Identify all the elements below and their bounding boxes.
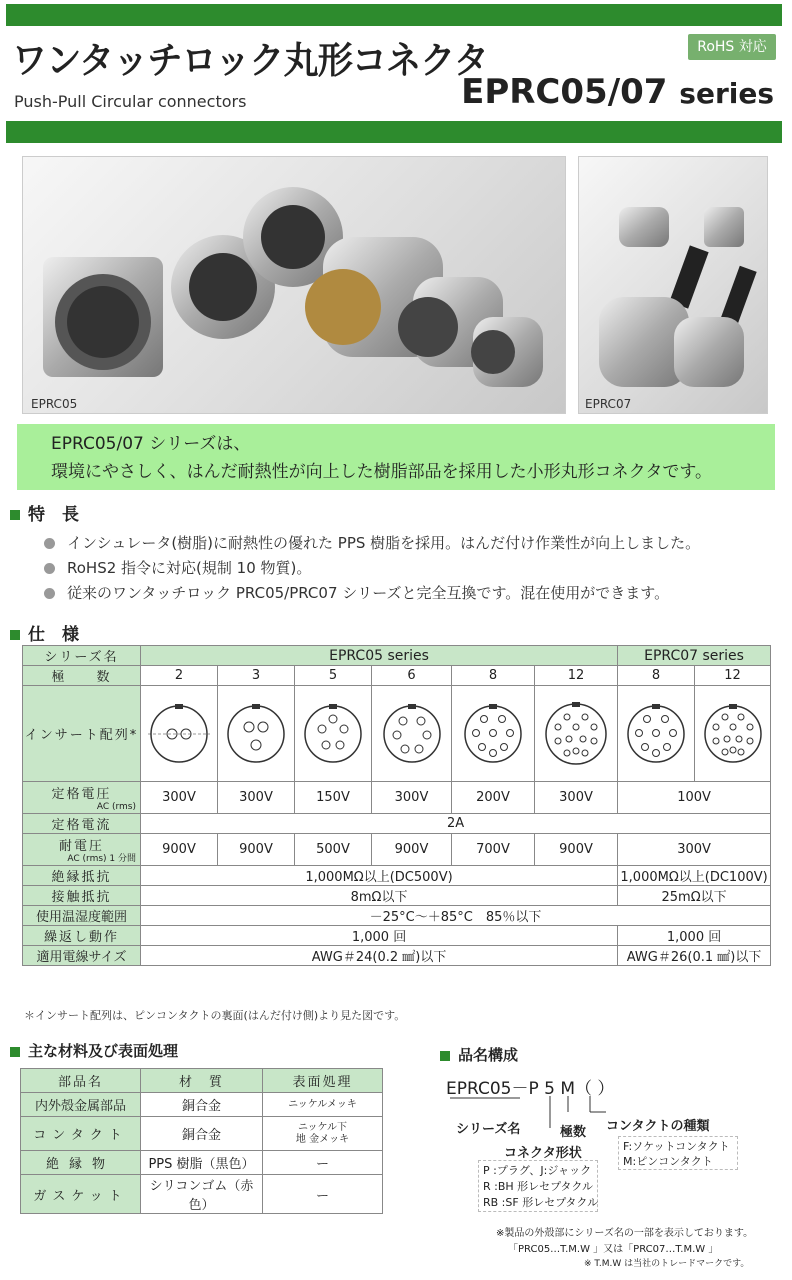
insert-diagram-8 [452,686,535,782]
voltage-value: 300V [535,782,618,814]
note-2: 「PRC05…T.M.W 」又は「PRC07…T.M.W 」 [508,1244,719,1255]
table-row [21,1117,383,1151]
table-row [23,886,771,906]
row-sublabel: AC (rms) 1 分間 [67,854,136,864]
pole-count: 8 [618,666,695,686]
pole-count: 2 [141,666,218,686]
shape-label: コネクタ形状 [504,1146,582,1161]
row-label: 定格電流 [23,814,141,834]
material: シリコンゴム（赤色） [141,1175,263,1214]
withstand-value: 900V [141,834,218,866]
header-bottom-bar [6,121,782,143]
materials-heading [10,1040,178,1061]
cycles-value: 1,000 回 [141,926,618,946]
spec-footnote: ＊インサート配列は、ピンコンタクトの裏面(はんだ付け側)より見た図です。 [24,1009,406,1022]
feature-item [44,532,700,553]
column-header: 表面処理 [263,1069,383,1093]
rohs-badge: RoHS 対応 [688,34,776,60]
row-label: 繰返し動作 [23,926,141,946]
contact-value: 8mΩ以下 [141,886,618,906]
finish: ニッケル下地 金メッキ [263,1117,383,1151]
table-row [23,814,771,834]
part-name: コンタクト [21,1117,141,1151]
row-label-text: 定格電圧 [51,787,112,802]
table-row [23,782,771,814]
bullet-icon [44,563,55,574]
part-name: 絶縁物 [21,1151,141,1175]
feature-item [44,557,311,578]
pole-count: 12 [695,666,771,686]
row-label [23,834,141,866]
withstand-value-07: 300V [618,834,771,866]
bullet-icon [44,588,55,599]
insert-diagram-5 [295,686,372,782]
withstand-value: 900V [372,834,452,866]
partnum-heading [440,1044,518,1065]
table-row [23,926,771,946]
table-row [23,906,771,926]
table-row [23,666,771,686]
material: 銅合金 [141,1093,263,1117]
shape-option: R :BH 形レセプタクル [483,1180,594,1193]
contact-options-box [618,1136,738,1170]
column-header: 材 質 [141,1069,263,1093]
voltage-value: 200V [452,782,535,814]
materials-table [20,1068,383,1214]
wire-value-07: AWG＃26(0.1 ㎟)以下 [618,946,771,966]
series-name [461,72,774,112]
row-label: シリーズ名 [23,646,141,666]
caption-eprc07: EPRC07 [585,397,632,411]
row-label: 適用電線サイズ [23,946,141,966]
features-heading-text: 特 長 [28,505,79,525]
row-label [23,782,141,814]
note-1: ※製品の外殻部にシリーズ名の一部を表示しております。 [496,1228,754,1239]
withstand-value: 900V [535,834,618,866]
table-row [23,646,771,666]
feature-text: RoHS2 指令に対応(規制 10 物質)。 [67,559,312,577]
table-row [23,686,771,782]
finish: ニッケルメッキ [263,1093,383,1117]
voltage-value: 300V [372,782,452,814]
series-label: シリーズ名 [456,1122,521,1137]
table-row [21,1093,383,1117]
series-main: EPRC05/07 [461,72,668,112]
voltage-value: 300V [218,782,295,814]
pole-count: 5 [295,666,372,686]
photo-eprc07 [578,156,768,414]
insulation-value: 1,000MΩ以上(DC500V) [141,866,618,886]
feature-text: インシュレータ(樹脂)に耐熱性の優れた PPS 樹脂を採用。はんだ付け作業性が向上しました。 [67,534,701,552]
voltage-value-07: 100V [618,782,771,814]
contact-option: M:ピンコンタクト [623,1155,713,1168]
insert-diagram-6 [372,686,452,782]
intro-line1: EPRC05/07 シリーズは、 [51,434,251,454]
withstand-value: 900V [218,834,295,866]
finish: ー [263,1151,383,1175]
material: PPS 樹脂（黒色） [141,1151,263,1175]
feature-text: 従来のワンタッチロック PRC05/PRC07 シリーズと完全互換です。混在使用ができます。 [67,584,670,602]
wire-value: AWG＃24(0.2 ㎟)以下 [141,946,618,966]
withstand-value: 500V [295,834,372,866]
withstand-value: 700V [452,834,535,866]
intro-line2: 環境にやさしく、はんだ耐熱性が向上した樹脂部品を採用した小形丸形コネクタです。 [51,462,712,482]
column-header: 部品名 [21,1069,141,1093]
spec-table [22,645,771,966]
section-marker-icon [10,1047,20,1057]
top-green-bar [6,4,782,26]
contact-type-label: コンタクトの種類 [606,1119,710,1134]
section-marker-icon [440,1051,450,1061]
insert-diagram-8-07 [618,686,695,782]
series-eprc05: EPRC05 series [141,646,618,666]
feature-item [44,582,669,603]
temp-value: －25°C～＋85°C 85％以下 [141,906,771,926]
page-title-jp: ワンタッチロック丸形コネクタ [12,39,488,82]
page-title-en: Push-Pull Circular connectors [14,92,247,111]
bullet-icon [44,538,55,549]
insert-diagram-12-07 [695,686,771,782]
part-name: 内外殻金属部品 [21,1093,141,1117]
pole-count: 8 [452,666,535,686]
pole-count: 3 [218,666,295,686]
note-3: ※ T.M.W は当社のトレードマークです。 [584,1259,750,1269]
voltage-value: 150V [295,782,372,814]
partnum-code: EPRC05－P 5 M（ ） [446,1079,615,1099]
materials-heading-text: 主な材料及び表面処理 [28,1042,179,1060]
finish: ー [263,1175,383,1214]
row-sublabel: AC (rms) [96,802,136,812]
spec-heading [10,620,79,645]
partnum-heading-text: 品名構成 [458,1046,519,1064]
table-row [21,1175,383,1214]
insert-diagram-3 [218,686,295,782]
shape-option: P :プラグ、J:ジャック [483,1164,592,1177]
pole-count: 12 [535,666,618,686]
row-label: 接触抵抗 [23,886,141,906]
voltage-value: 300V [141,782,218,814]
table-row [23,834,771,866]
shape-options-box [478,1160,598,1212]
row-label: 使用温湿度範囲 [23,906,141,926]
insulation-value-07: 1,000MΩ以上(DC100V) [618,866,771,886]
series-eprc07: EPRC07 series [618,646,771,666]
current-value: 2A [141,814,771,834]
features-heading [10,500,79,525]
spec-heading-text: 仕 様 [28,625,79,645]
caption-eprc05: EPRC05 [31,397,78,411]
table-row [23,866,771,886]
insert-diagram-2 [141,686,218,782]
connector-photo-illustration-07 [579,157,768,414]
shape-option: RB :SF 形レセプタクル [483,1196,599,1209]
insert-diagram-12 [535,686,618,782]
contact-value-07: 25mΩ以下 [618,886,771,906]
cycles-value-07: 1,000 回 [618,926,771,946]
material: 銅合金 [141,1117,263,1151]
row-label: 絶縁抵抗 [23,866,141,886]
series-suffix: series [679,77,774,110]
table-row [21,1069,383,1093]
poles-label: 極数 [560,1125,587,1140]
section-marker-icon [10,630,20,640]
section-marker-icon [10,510,20,520]
table-row [23,946,771,966]
row-label: インサート配列* [23,686,141,782]
row-label-text: 耐電圧 [58,839,104,854]
photo-eprc05 [22,156,566,414]
contact-option: F:ソケットコンタクト [623,1140,730,1153]
table-row [21,1151,383,1175]
intro-box [17,424,775,490]
pole-count: 6 [372,666,452,686]
connector-photo-illustration [23,157,566,414]
row-label: 極 数 [23,666,141,686]
part-name: ガスケット [21,1175,141,1214]
